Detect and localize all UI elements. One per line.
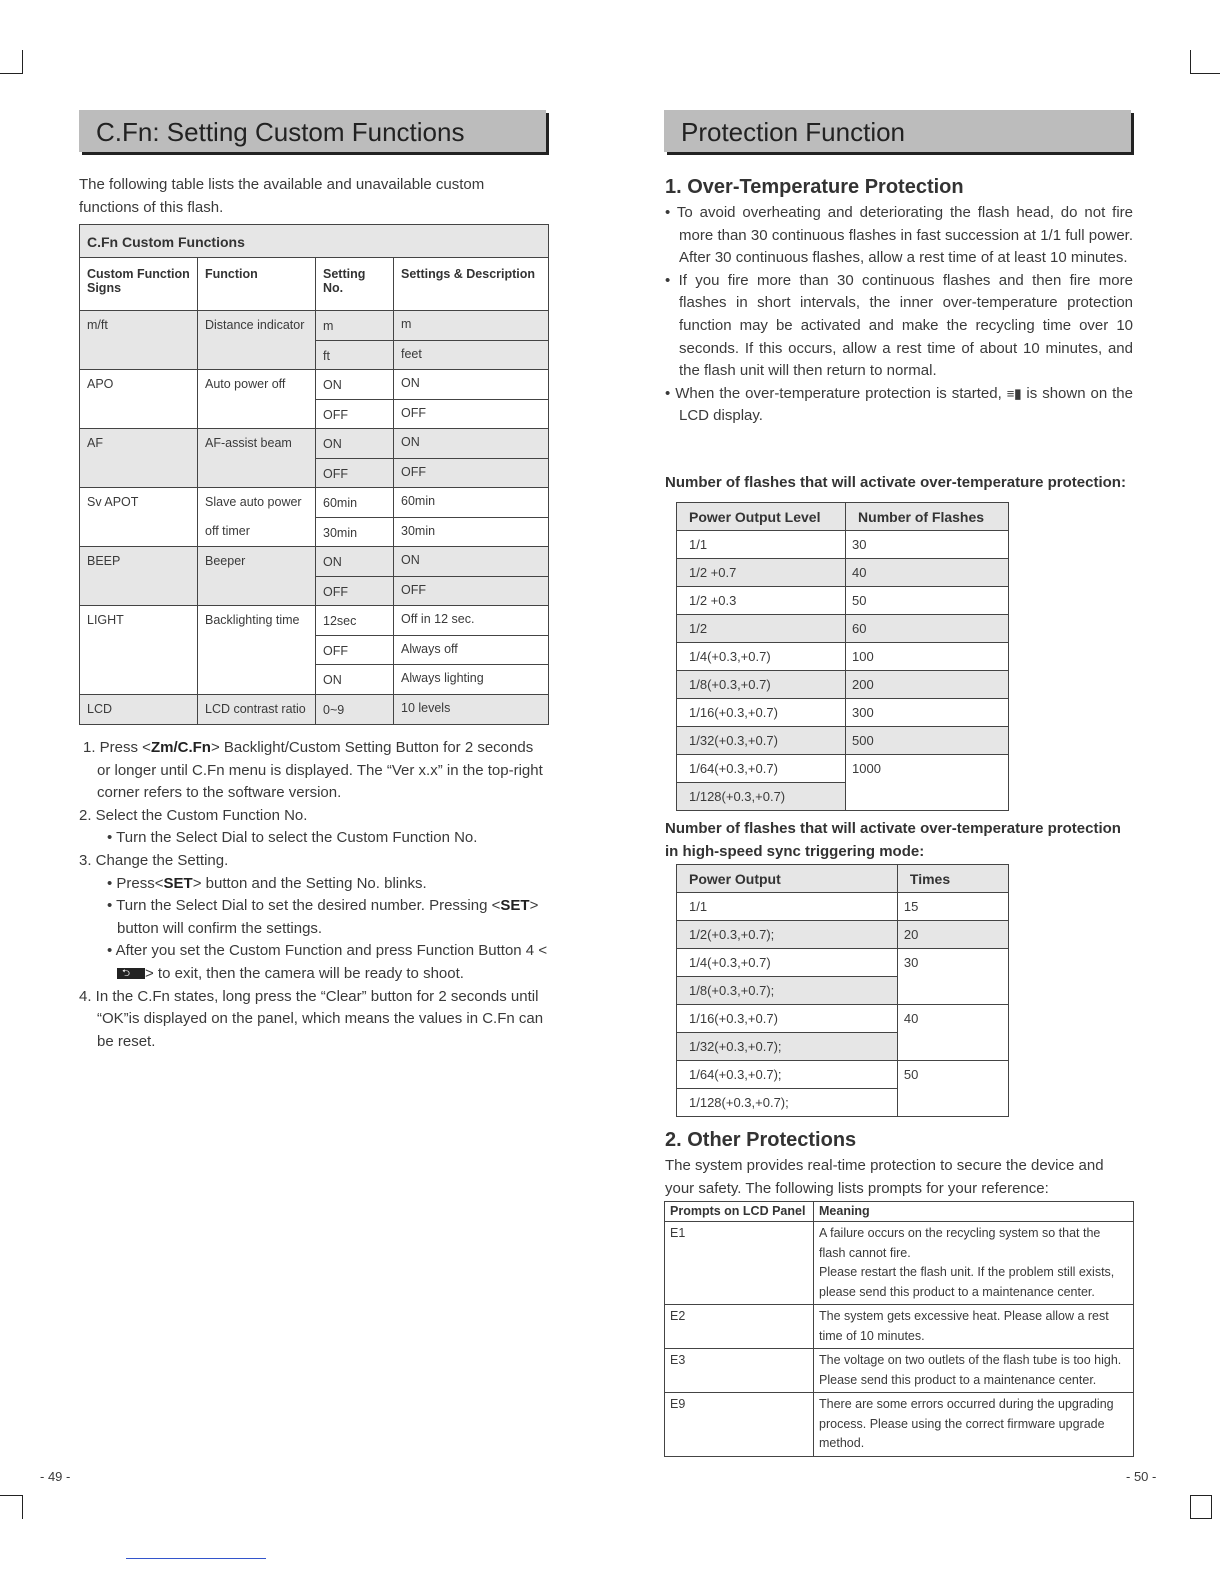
table-cell: 1/128(+0.3,+0.7) [677, 783, 846, 811]
table-row [677, 671, 1009, 699]
table-cell: 1/128(+0.3,+0.7); [677, 1089, 898, 1117]
table-cell: Slave auto power off timer [198, 488, 316, 547]
table-cell: 1/16(+0.3,+0.7) [677, 699, 846, 727]
table-cell: 1/2 +0.3 [677, 587, 846, 615]
table-row [677, 503, 1009, 531]
table-cell: 0~9 [316, 694, 394, 724]
table-cell: ft [316, 340, 394, 370]
crop-mark [22, 50, 23, 74]
instructions [79, 737, 549, 1053]
key-label: SET [500, 897, 530, 915]
table-row [677, 727, 1009, 755]
column-header: Prompts on LCD Panel [665, 1202, 814, 1222]
table-cell: Off in 12 sec. [394, 606, 549, 636]
table-cell: 12sec [316, 606, 394, 636]
table-cell: OFF [316, 399, 394, 429]
table-cell: 300 [846, 699, 1009, 727]
table-cell: There are some errors occurred during the upgrading process. Please using the correct firmware upgrade method. [814, 1393, 1134, 1457]
table-cell: OFF [394, 576, 549, 606]
table-cell: 1/2(+0.3,+0.7); [677, 921, 898, 949]
table-row [80, 225, 549, 258]
table-cell: m [316, 311, 394, 341]
key-label: Zm/C.Fn [150, 739, 211, 756]
crop-mark [1190, 1495, 1212, 1519]
table-cell: A failure occurs on the recycling system so that the flash cannot fire. Please restart the flash unit. If the problem still exists, please send this product to a maintenance center. [814, 1222, 1134, 1305]
cfn-table [79, 224, 549, 725]
table-cell: 10 levels [394, 694, 549, 724]
table-cell: Sv APOT [80, 488, 198, 547]
table-cell: 1/2 [677, 615, 846, 643]
table-cell: 30min [394, 517, 549, 547]
table-cell: 200 [846, 671, 1009, 699]
table-cell: LCD [80, 694, 198, 724]
column-header: Custom Function Signs [80, 258, 198, 311]
table-cell: 1/1 [677, 531, 846, 559]
page-number: - 49 - [40, 1469, 71, 1484]
column-header: Meaning [814, 1202, 1134, 1222]
step-text: • After you set the Custom Function and press Function Button 4 < [107, 942, 548, 960]
table-cell: 1/8(+0.3,+0.7) [677, 671, 846, 699]
table-cell: OFF [394, 458, 549, 488]
step-2: 2. Select the Custom Function No. [79, 806, 308, 824]
table-cell: 30 [897, 949, 1008, 1005]
table-cell: 500 [846, 727, 1009, 755]
column-header: Times [897, 865, 1008, 893]
flash-count-table [676, 502, 1009, 811]
crop-mark [0, 73, 22, 74]
table-cell: E2 [665, 1305, 814, 1349]
crop-mark [0, 1495, 22, 1496]
table-cell: 15 [897, 893, 1008, 921]
table-cell: Always off [394, 635, 549, 665]
table-cell: 1/2 +0.7 [677, 559, 846, 587]
bullet-text: • When the over-temperature protection is started, [665, 384, 1007, 402]
table-cell: 1/64(+0.3,+0.7) [677, 755, 846, 783]
table-cell: OFF [394, 399, 549, 429]
table-heading: Number of flashes that will activate over-temperature protection in high-speed sync triggering mode: [665, 820, 1121, 860]
table-cell: Backlighting time [198, 606, 316, 695]
table-row [80, 606, 549, 636]
back-arrow-icon: ⮌ [117, 968, 145, 979]
table-row [677, 699, 1009, 727]
column-header: Setting No. [316, 258, 394, 311]
table-cell: 1/32(+0.3,+0.7) [677, 727, 846, 755]
table-cell: ON [394, 370, 549, 400]
table-row [80, 547, 549, 577]
table-row [80, 488, 549, 518]
table-cell: 1/1 [677, 893, 898, 921]
table-cell: ON [394, 429, 549, 459]
bullet: • To avoid overheating and deteriorating the flash head, do not fire more than 30 continuous flashes in fast succession at 1/1 full power. After 30 continuous flashes, allow a rest time of at least 10 minutes. [665, 204, 1133, 267]
table-cell: 1/4(+0.3,+0.7) [677, 643, 846, 671]
table-cell: AF [80, 429, 198, 488]
table-cell: OFF [316, 635, 394, 665]
overheat-icon: ≡▮ [1006, 385, 1022, 401]
crop-mark [1190, 73, 1220, 74]
hss-flash-table [676, 864, 1009, 1117]
table-cell: 60min [316, 488, 394, 518]
column-header: Number of Flashes [846, 503, 1009, 531]
divider [126, 1558, 266, 1559]
table-row [80, 258, 549, 311]
section-text: The system provides real-time protection to secure the device and your safety. The following lists prompts for your reference: [665, 1157, 1104, 1197]
table-cell: 40 [846, 559, 1009, 587]
table-cell: OFF [316, 458, 394, 488]
table-cell: 30 [846, 531, 1009, 559]
bullet-text: is shown on the LCD display. [679, 384, 1133, 425]
step-text: • Press< [107, 874, 164, 892]
table-cell: ON [316, 547, 394, 577]
page-number: - 50 - [1126, 1469, 1157, 1484]
crop-mark [22, 1495, 23, 1519]
bullet: • If you fire more than 30 continuous flashes and then fire more flashes in short intervals, the inner over-temperature protection function may be activated and make the recycling time over 10 seconds. If this occurs, allow a rest time of about 10 minutes, and the flash unit will then return to normal. [665, 271, 1133, 380]
table-row [665, 1222, 1134, 1305]
column-header: Function [198, 258, 316, 311]
key-label: SET [163, 874, 193, 892]
table-row [677, 921, 1009, 949]
column-header: Settings & Description [394, 258, 549, 311]
table-row [677, 755, 1009, 783]
table-row [677, 865, 1009, 893]
step-text: 1. Press < [83, 739, 151, 756]
table-cell: ON [316, 665, 394, 695]
table-cell: m/ft [80, 311, 198, 370]
table-cell: 100 [846, 643, 1009, 671]
table-cell: E3 [665, 1349, 814, 1393]
table-cell: E1 [665, 1222, 814, 1305]
step-text: > button will confirm the settings. [117, 897, 539, 937]
table-row [665, 1202, 1134, 1222]
table-cell: 1/4(+0.3,+0.7) [677, 949, 898, 977]
column-header: Power Output [677, 865, 898, 893]
table-cell: 50 [846, 587, 1009, 615]
table-cell: m [394, 311, 549, 341]
step-2-bullet: • Turn the Select Dial to select the Custom Function No. [107, 829, 478, 847]
table-cell: feet [394, 340, 549, 370]
table-cell: 20 [897, 921, 1008, 949]
table-row [677, 643, 1009, 671]
table-cell: Distance indicator [198, 311, 316, 370]
table-cell: BEEP [80, 547, 198, 606]
table-cell: 1/16(+0.3,+0.7) [677, 1005, 898, 1033]
table-cell: E9 [665, 1393, 814, 1457]
step-text: > to exit, then the camera will be ready to shoot. [145, 964, 464, 982]
table-row [80, 694, 549, 724]
table-cell: LIGHT [80, 606, 198, 695]
table-row [677, 1005, 1009, 1033]
table-caption: C.Fn Custom Functions [80, 225, 549, 258]
step-text: > button and the Setting No. blinks. [192, 874, 427, 892]
table-row [665, 1305, 1134, 1349]
table-row [80, 429, 549, 459]
step-3: 3. Change the Setting. [79, 851, 229, 869]
prompts-table [664, 1201, 1134, 1457]
column-header: Power Output Level [677, 503, 846, 531]
step-text: • Turn the Select Dial to set the desired number. Pressing < [107, 897, 501, 915]
table-cell: ON [316, 429, 394, 459]
table-cell: Beeper [198, 547, 316, 606]
section-heading: 2. Other Protections [665, 1129, 857, 1151]
table-row [677, 949, 1009, 977]
table-row [677, 531, 1009, 559]
table-cell: 50 [897, 1061, 1008, 1117]
table-cell: 40 [897, 1005, 1008, 1061]
table-cell: AF-assist beam [198, 429, 316, 488]
table-row [80, 370, 549, 400]
table-cell: LCD contrast ratio [198, 694, 316, 724]
table-heading: Number of flashes that will activate over-temperature protection: [665, 474, 1126, 491]
table-cell: APO [80, 370, 198, 429]
table-cell: 1/32(+0.3,+0.7); [677, 1033, 898, 1061]
section-heading: 1. Over-Temperature Protection [665, 176, 964, 198]
table-row [677, 587, 1009, 615]
page-title: C.Fn: Setting Custom Functions [79, 110, 546, 152]
table-row [80, 311, 549, 341]
table-cell: The system gets excessive heat. Please allow a rest time of 10 minutes. [814, 1305, 1134, 1349]
table-cell: OFF [316, 576, 394, 606]
table-cell: Always lighting [394, 665, 549, 695]
table-cell: 1/64(+0.3,+0.7); [677, 1061, 898, 1089]
table-row [665, 1349, 1134, 1393]
table-cell: Auto power off [198, 370, 316, 429]
table-cell: ON [316, 370, 394, 400]
page-title: Protection Function [664, 110, 1131, 152]
intro-text: The following table lists the available and unavailable custom functions of this flash. [79, 176, 485, 216]
table-row [677, 615, 1009, 643]
crop-mark [1190, 50, 1191, 74]
table-cell: 60min [394, 488, 549, 518]
table-cell: The voltage on two outlets of the flash tube is too high. Please send this product to a maintenance center. [814, 1349, 1134, 1393]
table-row [665, 1393, 1134, 1457]
table-row [677, 893, 1009, 921]
table-cell: 1/8(+0.3,+0.7); [677, 977, 898, 1005]
table-cell: ON [394, 547, 549, 577]
table-cell: 60 [846, 615, 1009, 643]
bullets [665, 202, 1133, 428]
table-row [677, 559, 1009, 587]
step-4: 4. In the C.Fn states, long press the “Clear” button for 2 seconds until “OK”is displayed on the panel, which means the values in C.Fn can be reset. [79, 987, 544, 1050]
table-row [677, 1061, 1009, 1089]
step-text: > Backlight/Custom Setting Button for 2 seconds or longer until C.Fn menu is displayed. The “Ver x.x” in the top-right corner refers to the software version. [97, 739, 543, 802]
table-cell: 1000 [846, 755, 1009, 811]
table-cell: 30min [316, 517, 394, 547]
